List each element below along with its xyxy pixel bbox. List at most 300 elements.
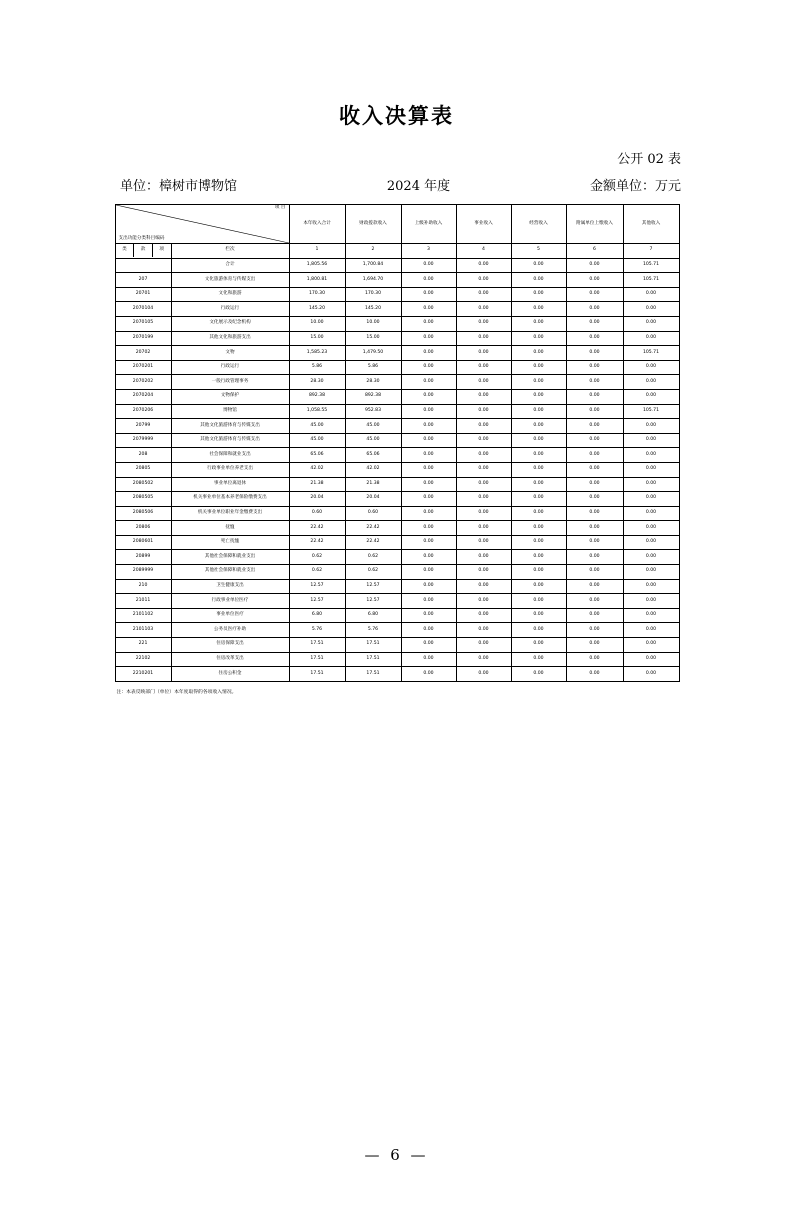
row-value-6: 0.00 bbox=[566, 273, 623, 288]
table-row bbox=[115, 331, 679, 346]
table-row bbox=[115, 273, 679, 288]
row-value-2: 1,694.70 bbox=[345, 273, 401, 288]
row-value-6: 0.00 bbox=[566, 550, 623, 565]
row-value-2: 12.57 bbox=[345, 579, 401, 594]
row-value-7: 0.00 bbox=[623, 535, 679, 550]
row-code: 2070202 bbox=[115, 375, 171, 390]
code-subheader-类: 类 bbox=[116, 244, 134, 257]
row-value-2: 12.57 bbox=[345, 594, 401, 609]
table-row bbox=[115, 506, 679, 521]
row-value-1: 17.51 bbox=[289, 667, 345, 682]
column-header-1: 财政拨款收入 bbox=[345, 205, 401, 244]
row-value-3: 0.00 bbox=[401, 550, 456, 565]
row-value-4: 0.00 bbox=[456, 667, 511, 682]
table-row bbox=[115, 360, 679, 375]
row-name: 行政运行 bbox=[171, 302, 289, 317]
row-value-3: 0.00 bbox=[401, 404, 456, 419]
row-value-5: 0.00 bbox=[511, 608, 566, 623]
col-number-4: 4 bbox=[456, 244, 511, 259]
table-row bbox=[115, 448, 679, 463]
row-value-2: 45.00 bbox=[345, 433, 401, 448]
row-value-2: 6.80 bbox=[345, 608, 401, 623]
row-value-4: 0.00 bbox=[456, 433, 511, 448]
row-value-4: 0.00 bbox=[456, 550, 511, 565]
row-value-4: 0.00 bbox=[456, 360, 511, 375]
row-name: 其他社会保障和就业支出 bbox=[171, 550, 289, 565]
row-value-7: 0.00 bbox=[623, 594, 679, 609]
row-name: 机关事业单位职业年金缴费支出 bbox=[171, 506, 289, 521]
row-value-6: 0.00 bbox=[566, 535, 623, 550]
row-code: 2079999 bbox=[115, 433, 171, 448]
row-value-6: 0.00 bbox=[566, 448, 623, 463]
row-value-3: 0.00 bbox=[401, 419, 456, 434]
table-body bbox=[115, 244, 679, 682]
row-value-5: 0.00 bbox=[511, 389, 566, 404]
row-value-7: 0.00 bbox=[623, 287, 679, 302]
row-value-5: 0.00 bbox=[511, 550, 566, 565]
table-row bbox=[115, 462, 679, 477]
row-value-1: 45.00 bbox=[289, 419, 345, 434]
row-value-3: 0.00 bbox=[401, 477, 456, 492]
row-value-2: 22.42 bbox=[345, 521, 401, 536]
row-value-6: 0.00 bbox=[566, 652, 623, 667]
row-value-4: 0.00 bbox=[456, 594, 511, 609]
row-value-2: 17.51 bbox=[345, 638, 401, 653]
row-value-7: 0.00 bbox=[623, 419, 679, 434]
row-value-6: 0.00 bbox=[566, 389, 623, 404]
row-value-2: 45.00 bbox=[345, 419, 401, 434]
row-value-7: 0.00 bbox=[623, 667, 679, 682]
row-value-4: 0.00 bbox=[456, 652, 511, 667]
row-value-7: 0.00 bbox=[623, 638, 679, 653]
row-value-1: 21.38 bbox=[289, 477, 345, 492]
row-value-2: 145.20 bbox=[345, 302, 401, 317]
row-value-5: 0.00 bbox=[511, 273, 566, 288]
row-value-6: 0.00 bbox=[566, 608, 623, 623]
row-value-4: 0.00 bbox=[456, 608, 511, 623]
row-value-1: 15.00 bbox=[289, 331, 345, 346]
table-row bbox=[115, 565, 679, 580]
col-number-1: 1 bbox=[289, 244, 345, 259]
year-label: 2024 年度 bbox=[386, 179, 451, 194]
row-value-4: 0.00 bbox=[456, 521, 511, 536]
row-name: 博物馆 bbox=[171, 404, 289, 419]
row-value-7: 105.71 bbox=[623, 346, 679, 361]
row-value-4: 0.00 bbox=[456, 375, 511, 390]
row-code: 20805 bbox=[115, 462, 171, 477]
row-value-1: 12.57 bbox=[289, 579, 345, 594]
row-value-1: 1,585.23 bbox=[289, 346, 345, 361]
row-value-6: 0.00 bbox=[566, 462, 623, 477]
row-value-3: 0.00 bbox=[401, 331, 456, 346]
row-value-3: 0.00 bbox=[401, 535, 456, 550]
table-row bbox=[115, 287, 679, 302]
row-name: 文物 bbox=[171, 346, 289, 361]
row-value-1: 28.30 bbox=[289, 375, 345, 390]
table-row bbox=[115, 623, 679, 638]
row-value-4: 0.00 bbox=[456, 462, 511, 477]
row-value-5: 0.00 bbox=[511, 375, 566, 390]
row-value-7: 0.00 bbox=[623, 360, 679, 375]
row-value-2: 5.86 bbox=[345, 360, 401, 375]
row-code: 207 bbox=[115, 273, 171, 288]
row-value-5: 0.00 bbox=[511, 316, 566, 331]
row-value-1: 17.51 bbox=[289, 652, 345, 667]
table-row bbox=[115, 594, 679, 609]
row-value-3: 0.00 bbox=[401, 506, 456, 521]
document-page bbox=[0, 100, 793, 1222]
row-value-4: 0.00 bbox=[456, 346, 511, 361]
row-value-4: 0.00 bbox=[456, 638, 511, 653]
row-value-5: 0.00 bbox=[511, 652, 566, 667]
row-code: 210 bbox=[115, 579, 171, 594]
row-value-6: 0.00 bbox=[566, 316, 623, 331]
row-value-3: 0.00 bbox=[401, 667, 456, 682]
row-value-5: 0.00 bbox=[511, 433, 566, 448]
row-code: 221 bbox=[115, 638, 171, 653]
row-value-3: 0.00 bbox=[401, 375, 456, 390]
corner-header-cell bbox=[115, 205, 289, 244]
row-value-7: 0.00 bbox=[623, 448, 679, 463]
row-value-4: 0.00 bbox=[456, 565, 511, 580]
row-value-6: 0.00 bbox=[566, 638, 623, 653]
row-value-7: 0.00 bbox=[623, 389, 679, 404]
row-value-5: 0.00 bbox=[511, 521, 566, 536]
row-value-1: 892.38 bbox=[289, 389, 345, 404]
col-number-2: 2 bbox=[345, 244, 401, 259]
row-value-6: 0.00 bbox=[566, 492, 623, 507]
row-code: 2070199 bbox=[115, 331, 171, 346]
row-value-6: 0.00 bbox=[566, 287, 623, 302]
row-name: 其他社会保障和就业支出 bbox=[171, 565, 289, 580]
row-name: 死亡抚恤 bbox=[171, 535, 289, 550]
column-header-5: 附属单位上缴收入 bbox=[566, 205, 623, 244]
row-value-5: 0.00 bbox=[511, 477, 566, 492]
row-value-1: 5.76 bbox=[289, 623, 345, 638]
row-value-3: 0.00 bbox=[401, 389, 456, 404]
row-value-1: 1,058.55 bbox=[289, 404, 345, 419]
table-row bbox=[115, 608, 679, 623]
table-row bbox=[115, 652, 679, 667]
row-value-4: 0.00 bbox=[456, 506, 511, 521]
row-value-7: 105.71 bbox=[623, 404, 679, 419]
row-name: 住房改革支出 bbox=[171, 652, 289, 667]
row-value-5: 0.00 bbox=[511, 360, 566, 375]
column-header-3: 事业收入 bbox=[456, 205, 511, 244]
row-value-2: 65.06 bbox=[345, 448, 401, 463]
row-code: 20806 bbox=[115, 521, 171, 536]
meta-row bbox=[0, 175, 793, 194]
table-row bbox=[115, 535, 679, 550]
row-value-4: 0.00 bbox=[456, 389, 511, 404]
row-value-5: 0.00 bbox=[511, 565, 566, 580]
column-header-2: 上级补助收入 bbox=[401, 205, 456, 244]
row-value-3: 0.00 bbox=[401, 273, 456, 288]
row-value-4: 0.00 bbox=[456, 419, 511, 434]
page-number: — 6 — bbox=[364, 1146, 429, 1164]
row-value-2: 17.51 bbox=[345, 652, 401, 667]
row-value-2: 22.42 bbox=[345, 535, 401, 550]
table-row bbox=[115, 492, 679, 507]
table-row bbox=[115, 419, 679, 434]
row-code: 2070206 bbox=[115, 404, 171, 419]
row-name: 其他文化旅游体育与传媒支出 bbox=[171, 419, 289, 434]
column-header-0: 本年收入合计 bbox=[289, 205, 345, 244]
row-value-1: 42.02 bbox=[289, 462, 345, 477]
row-code: 21011 bbox=[115, 594, 171, 609]
row-value-7: 0.00 bbox=[623, 521, 679, 536]
row-value-1: 6.80 bbox=[289, 608, 345, 623]
row-value-7: 0.00 bbox=[623, 477, 679, 492]
row-value-4: 0.00 bbox=[456, 477, 511, 492]
row-value-3: 0.00 bbox=[401, 652, 456, 667]
row-value-1: 22.42 bbox=[289, 521, 345, 536]
row-code: 2210201 bbox=[115, 667, 171, 682]
row-value-3: 0.00 bbox=[401, 565, 456, 580]
table-row bbox=[115, 550, 679, 565]
row-name: 事业单位医疗 bbox=[171, 608, 289, 623]
row-value-7: 0.00 bbox=[623, 433, 679, 448]
row-value-7: 0.00 bbox=[623, 579, 679, 594]
row-value-3: 0.00 bbox=[401, 594, 456, 609]
row-value-5: 0.00 bbox=[511, 492, 566, 507]
table-row bbox=[115, 667, 679, 682]
row-code: 20702 bbox=[115, 346, 171, 361]
row-value-6: 0.00 bbox=[566, 521, 623, 536]
row-value-1: 10.00 bbox=[289, 316, 345, 331]
row-value-7: 105.71 bbox=[623, 273, 679, 288]
corner-top-label: 项 目 bbox=[274, 205, 286, 210]
row-value-7: 0.00 bbox=[623, 652, 679, 667]
table-row bbox=[115, 302, 679, 317]
row-value-6: 0.00 bbox=[566, 565, 623, 580]
row-code: 2070105 bbox=[115, 316, 171, 331]
row-value-1: 22.42 bbox=[289, 535, 345, 550]
row-value-2: 42.02 bbox=[345, 462, 401, 477]
row-code: 2070201 bbox=[115, 360, 171, 375]
income-table-wrapper bbox=[115, 204, 679, 682]
row-value-6: 0.00 bbox=[566, 594, 623, 609]
table-row bbox=[115, 638, 679, 653]
row-value-4: 0.00 bbox=[456, 404, 511, 419]
row-value-4: 0.00 bbox=[456, 302, 511, 317]
row-value-6: 0.00 bbox=[566, 506, 623, 521]
row-value-2: 1,700.84 bbox=[345, 258, 401, 273]
row-value-2: 10.00 bbox=[345, 316, 401, 331]
row-value-4: 0.00 bbox=[456, 623, 511, 638]
row-name: 文物保护 bbox=[171, 389, 289, 404]
row-value-7: 0.00 bbox=[623, 331, 679, 346]
row-value-3: 0.00 bbox=[401, 316, 456, 331]
table-row bbox=[115, 375, 679, 390]
row-value-2: 952.83 bbox=[345, 404, 401, 419]
row-name: 社会保障和就业支出 bbox=[171, 448, 289, 463]
row-value-4: 0.00 bbox=[456, 287, 511, 302]
row-value-6: 0.00 bbox=[566, 433, 623, 448]
row-value-5: 0.00 bbox=[511, 623, 566, 638]
row-value-2: 15.00 bbox=[345, 331, 401, 346]
row-value-5: 0.00 bbox=[511, 346, 566, 361]
row-value-7: 105.71 bbox=[623, 258, 679, 273]
row-value-2: 28.30 bbox=[345, 375, 401, 390]
row-code: 22102 bbox=[115, 652, 171, 667]
table-row bbox=[115, 433, 679, 448]
row-value-3: 0.00 bbox=[401, 258, 456, 273]
table-row bbox=[115, 258, 679, 273]
row-value-7: 0.00 bbox=[623, 608, 679, 623]
row-value-1: 0.60 bbox=[289, 506, 345, 521]
row-value-5: 0.00 bbox=[511, 506, 566, 521]
row-value-6: 0.00 bbox=[566, 477, 623, 492]
row-value-1: 65.06 bbox=[289, 448, 345, 463]
row-code: 2080506 bbox=[115, 506, 171, 521]
table-row bbox=[115, 521, 679, 536]
code-subheader-项: 项 bbox=[159, 247, 164, 253]
row-value-1: 1,800.81 bbox=[289, 273, 345, 288]
row-name: 文化展示及纪念机构 bbox=[171, 316, 289, 331]
row-value-2: 5.76 bbox=[345, 623, 401, 638]
row-name: 抚恤 bbox=[171, 521, 289, 536]
row-value-6: 0.00 bbox=[566, 331, 623, 346]
row-value-1: 12.57 bbox=[289, 594, 345, 609]
row-value-4: 0.00 bbox=[456, 492, 511, 507]
row-value-2: 17.51 bbox=[345, 667, 401, 682]
row-value-3: 0.00 bbox=[401, 448, 456, 463]
row-name: 文化旅游体育与传媒支出 bbox=[171, 273, 289, 288]
col-number-7: 7 bbox=[623, 244, 679, 259]
row-value-1: 20.04 bbox=[289, 492, 345, 507]
row-value-2: 1,479.50 bbox=[345, 346, 401, 361]
row-value-1: 145.20 bbox=[289, 302, 345, 317]
row-name: 合计 bbox=[171, 258, 289, 273]
row-value-3: 0.00 bbox=[401, 287, 456, 302]
row-name: 行政事业单位养老支出 bbox=[171, 462, 289, 477]
row-value-3: 0.00 bbox=[401, 492, 456, 507]
row-value-2: 21.38 bbox=[345, 477, 401, 492]
row-name: 事业单位离退休 bbox=[171, 477, 289, 492]
row-value-1: 17.51 bbox=[289, 638, 345, 653]
corner-bottom-label: 支出功能分类科目编码 bbox=[118, 236, 165, 242]
row-value-6: 0.00 bbox=[566, 346, 623, 361]
row-value-6: 0.00 bbox=[566, 302, 623, 317]
row-value-3: 0.00 bbox=[401, 462, 456, 477]
code-subheader-款: 款 bbox=[134, 244, 152, 257]
row-value-5: 0.00 bbox=[511, 404, 566, 419]
table-subheader-row bbox=[115, 244, 679, 259]
row-value-7: 0.00 bbox=[623, 492, 679, 507]
row-name: 其他文化和旅游支出 bbox=[171, 331, 289, 346]
row-value-3: 0.00 bbox=[401, 346, 456, 361]
row-value-6: 0.00 bbox=[566, 579, 623, 594]
row-value-5: 0.00 bbox=[511, 419, 566, 434]
row-value-7: 0.00 bbox=[623, 302, 679, 317]
row-name: 一般行政管理事务 bbox=[171, 375, 289, 390]
row-code: 2070204 bbox=[115, 389, 171, 404]
row-name: 行政事业单位医疗 bbox=[171, 594, 289, 609]
row-code: 208 bbox=[115, 448, 171, 463]
row-value-7: 0.00 bbox=[623, 565, 679, 580]
row-value-4: 0.00 bbox=[456, 579, 511, 594]
row-code: 2101103 bbox=[115, 623, 171, 638]
row-name: 卫生健康支出 bbox=[171, 579, 289, 594]
row-value-3: 0.00 bbox=[401, 623, 456, 638]
row-code: 2070104 bbox=[115, 302, 171, 317]
row-value-5: 0.00 bbox=[511, 667, 566, 682]
row-code: 2080505 bbox=[115, 492, 171, 507]
row-value-5: 0.00 bbox=[511, 287, 566, 302]
row-value-2: 0.60 bbox=[345, 506, 401, 521]
row-code: 2101102 bbox=[115, 608, 171, 623]
row-value-4: 0.00 bbox=[456, 258, 511, 273]
row-value-5: 0.00 bbox=[511, 448, 566, 463]
income-final-accounts-table bbox=[115, 204, 680, 682]
row-value-3: 0.00 bbox=[401, 521, 456, 536]
row-value-6: 0.00 bbox=[566, 419, 623, 434]
row-code: 20899 bbox=[115, 550, 171, 565]
row-value-6: 0.00 bbox=[566, 404, 623, 419]
row-code bbox=[115, 258, 171, 273]
row-value-2: 0.62 bbox=[345, 550, 401, 565]
col-number-3: 3 bbox=[401, 244, 456, 259]
row-value-4: 0.00 bbox=[456, 448, 511, 463]
row-value-7: 0.00 bbox=[623, 316, 679, 331]
row-value-3: 0.00 bbox=[401, 638, 456, 653]
table-row bbox=[115, 389, 679, 404]
amount-unit-label: 金额单位：万元 bbox=[589, 179, 681, 194]
row-value-6: 0.00 bbox=[566, 623, 623, 638]
table-row bbox=[115, 316, 679, 331]
row-value-5: 0.00 bbox=[511, 579, 566, 594]
code-subheader-cell bbox=[115, 244, 171, 259]
row-value-1: 1,805.56 bbox=[289, 258, 345, 273]
row-name: 住房公积金 bbox=[171, 667, 289, 682]
row-name: 行政运行 bbox=[171, 360, 289, 375]
row-value-3: 0.00 bbox=[401, 608, 456, 623]
row-name: 机关事业单位基本养老保险缴费支出 bbox=[171, 492, 289, 507]
row-value-6: 0.00 bbox=[566, 258, 623, 273]
row-name: 文化和旅游 bbox=[171, 287, 289, 302]
table-row bbox=[115, 477, 679, 492]
table-row bbox=[115, 579, 679, 594]
row-value-6: 0.00 bbox=[566, 375, 623, 390]
row-value-7: 0.00 bbox=[623, 462, 679, 477]
row-value-2: 0.62 bbox=[345, 565, 401, 580]
row-value-2: 20.04 bbox=[345, 492, 401, 507]
row-value-1: 0.62 bbox=[289, 565, 345, 580]
row-value-1: 170.30 bbox=[289, 287, 345, 302]
row-value-2: 892.38 bbox=[345, 389, 401, 404]
row-value-7: 0.00 bbox=[623, 375, 679, 390]
row-code: 20701 bbox=[115, 287, 171, 302]
row-name: 住房保障支出 bbox=[171, 638, 289, 653]
row-value-4: 0.00 bbox=[456, 331, 511, 346]
row-value-5: 0.00 bbox=[511, 462, 566, 477]
col-number-5: 5 bbox=[511, 244, 566, 259]
row-value-1: 5.86 bbox=[289, 360, 345, 375]
row-value-6: 0.00 bbox=[566, 360, 623, 375]
table-note: 注：本表反映部门（单位）本年度取得的各项收入情况。 bbox=[116, 689, 237, 695]
row-value-5: 0.00 bbox=[511, 258, 566, 273]
column-header-6: 其他收入 bbox=[623, 205, 679, 244]
row-name: 其他文化旅游体育与传媒支出 bbox=[171, 433, 289, 448]
page-title: 收入决算表 bbox=[339, 103, 454, 128]
table-row bbox=[115, 346, 679, 361]
row-value-2: 170.30 bbox=[345, 287, 401, 302]
row-value-4: 0.00 bbox=[456, 316, 511, 331]
row-value-7: 0.00 bbox=[623, 623, 679, 638]
row-value-5: 0.00 bbox=[511, 535, 566, 550]
row-value-1: 0.62 bbox=[289, 550, 345, 565]
